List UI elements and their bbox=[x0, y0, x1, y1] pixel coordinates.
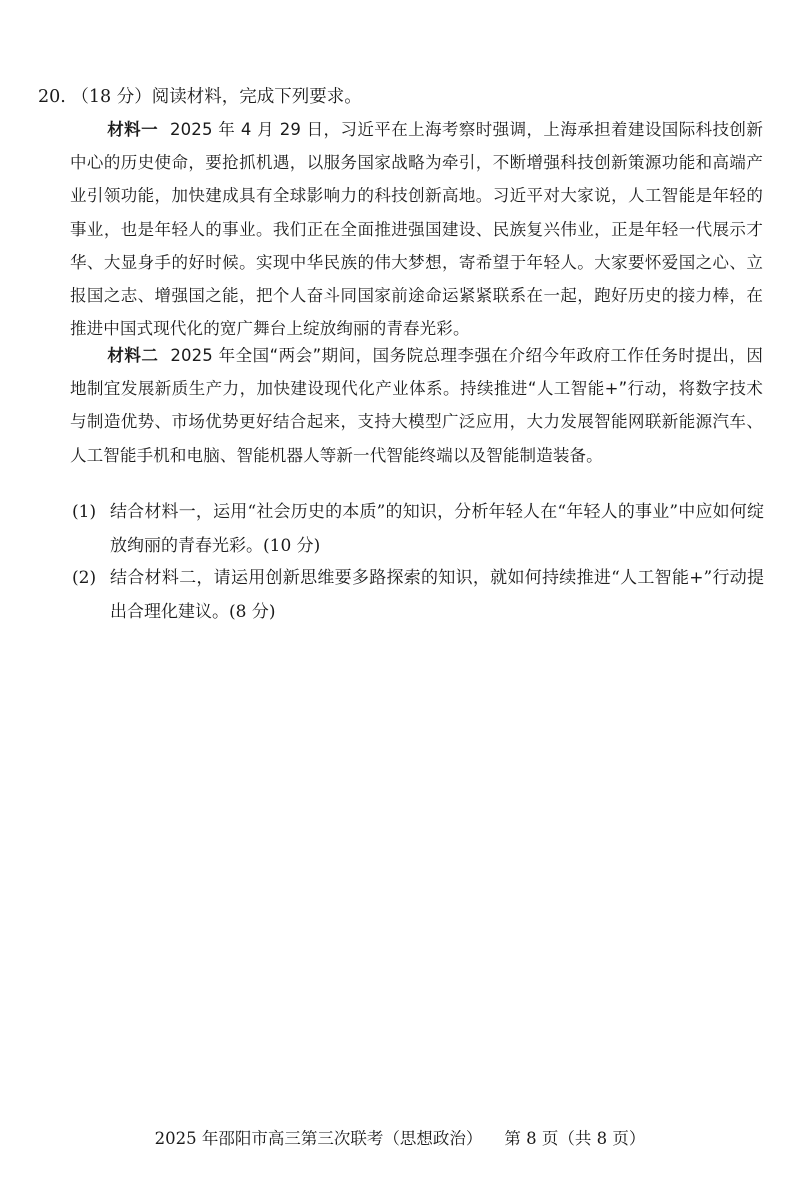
question-instruction: 阅读材料，完成下列要求。 bbox=[151, 87, 362, 107]
question-header bbox=[38, 84, 362, 110]
material-text: 2025 年全国“两会”期间，国务院总理李强在介绍今年政府工作任务时提出，因地制宜发展新质生产力，加快建设现代化产业体系。持续推进“人工智能+”行动，将数字技术与制造优势、市场优势更好结合起来，支持大模型广泛应用，大力发展智能网联新能源汽车、人工智能手机和电脑、智能机器人等新一代智能终端以及智能制造装备。 bbox=[70, 346, 763, 465]
question-number: 20. bbox=[38, 87, 66, 107]
material-one bbox=[70, 113, 763, 345]
question-points: （18 分） bbox=[71, 87, 152, 107]
material-two bbox=[70, 339, 763, 472]
material-text: 2025 年 4 月 29 日，习近平在上海考察时强调，上海承担着建设国际科技创新中心的历史使命，要抢抓机遇，以服务国家战略为牵引，不断增强科技创新策源功能和高端产业引领功能，加快建成具有全球影响力的科技创新高地。习近平对大家说，人工智能是年轻的事业，也是年轻人的事业。我们正在全面推进强国建设、民族复兴伟业，正是年轻一代展示才华、大显身手的好时候。实现中华民族的伟大梦想，寄希望于年轻人。大家要怀爱国之心、立报国之志、增强国之能，把个人奋斗同国家前途命运紧紧联系在一起，跑好历史的接力棒，在推进中国式现代化的宽广舞台上绽放绚丽的青春光彩。 bbox=[70, 120, 763, 339]
footer-page-number: 第 8 页（共 8 页） bbox=[504, 1129, 646, 1148]
footer-exam-title: 2025 年邵阳市高三第三次联考（思想政治） bbox=[154, 1129, 483, 1148]
sub-question-text: 结合材料一，运用“社会历史的本质”的知识，分析年轻人在“年轻人的事业”中应如何绽放绚丽的青春光彩。(10 分) bbox=[110, 502, 764, 556]
material-title: 材料二 bbox=[107, 346, 159, 365]
sub-question-text: 结合材料二，请运用创新思维要多路探索的知识，就如何持续推进“人工智能+”行动提出合理化建议。(8 分) bbox=[110, 568, 764, 622]
sub-question-number: (2) bbox=[72, 568, 97, 588]
sub-question-1 bbox=[72, 496, 764, 563]
sub-question-2 bbox=[72, 562, 764, 629]
material-title: 材料一 bbox=[107, 120, 158, 139]
sub-question-number: (1) bbox=[72, 502, 97, 522]
page-footer bbox=[0, 1127, 800, 1151]
